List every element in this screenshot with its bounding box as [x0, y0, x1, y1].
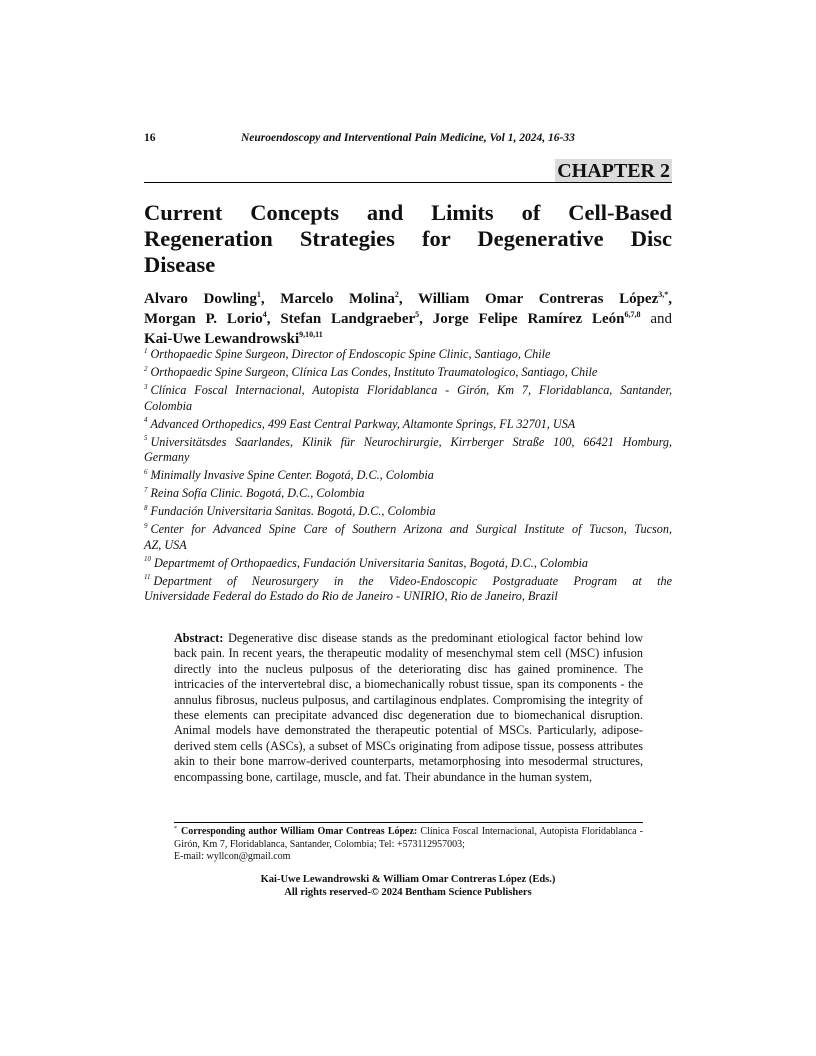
- affiliation-text: Minimally Invasive Spine Center. Bogotá, D.C., Colombia: [150, 468, 434, 482]
- abstract-text: Degenerative disc disease stands as the predominant etiological factor behind low back pain. In recent years, the therapeutic modality of mesenchymal stem cell (MSC) infusion directly into the nucleus pulposus of the deteriorating disc has gained prominence. The intricacies of the intervertebral disc, a biomechanically robust tissue, span its components - the annulus fibrosus, nucleus pulposus, and cartilaginous endplates. Compromising the integrity of these elements can precipitate advanced disc degeneration due to biomechanical disruption. Animal models have demonstrated the therapeutic potential of MSCs. Particularly, adipose-derived stem cells (ASCs), a subset of MSCs originating from adipose tissue, possess attributes akin to their bone marrow-derived counterparts, metamorphosing into mesodermal structures, encompassing bone, cartilage, muscle, and fat. Their abundance in the human system,: [174, 631, 644, 784]
- affiliation-list: [144, 347, 672, 607]
- affiliation-text-continued: Universidade Federal do Estado do Rio de Janeiro - UNIRIO, Rio de Janeiro, Brazil: [144, 589, 558, 603]
- corresponding-author-footnote: [174, 826, 643, 864]
- author-affiliation-ref: 9,10,11: [299, 330, 323, 339]
- affiliation-text-continued: AZ, USA: [144, 537, 187, 552]
- author-line: Morgan P. Lorio$^4$, Stefan Landgraeber$^5$, Jorge Felipe Ramírez León$^{6,7,8}$ and: [144, 310, 673, 327]
- affiliation-text-continued: Colombia: [144, 398, 193, 413]
- affiliation-number: 6: [144, 467, 148, 476]
- affiliation-number: 2: [144, 364, 148, 373]
- affiliation-number: 3: [144, 382, 148, 391]
- affiliation-item: [144, 417, 672, 433]
- author-affiliation-ref: 1: [256, 290, 261, 299]
- page-footer: [144, 874, 672, 899]
- author-affiliation-ref: 6,7,8: [624, 310, 641, 319]
- author-name: Marcelo Molina: [280, 291, 395, 307]
- footer-editors: Kai-Uwe Lewandrowski & William Omar Contreras López (Eds.): [260, 874, 556, 885]
- affiliation-text: Department of Neurosurgery in the Video-Endoscopic Postgraduate Program at the: [153, 573, 672, 588]
- affiliation-item: [144, 556, 672, 572]
- author-line: Alvaro Dowling$^1$, Marcelo Molina$^2$, William Omar Contreras López$^{3,*}$,: [144, 290, 672, 307]
- affiliation-text: Reina Sofía Clinic. Bogotá, D.C., Colombia: [150, 486, 365, 500]
- author-affiliation-ref: 3,*: [658, 290, 669, 299]
- journal-citation: Neuroendoscopy and Interventional Pain Medicine, Vol 1, 2024, 16-33: [241, 132, 575, 144]
- affiliation-text: Departmemt of Orthopaedics, Fundación Universitaria Sanitas, Bogotá, D.C., Colombia: [154, 555, 588, 570]
- footnote-email: E-mail: wyllcon@gmail.com: [174, 851, 291, 862]
- affiliation-number: 7: [144, 485, 148, 494]
- affiliation-item: [144, 574, 672, 605]
- footnote-label: Corresponding author William Omar Contreas López:: [181, 826, 418, 837]
- author-affiliation-ref: 2: [394, 290, 399, 299]
- author-line: [144, 329, 672, 349]
- author-affiliation-ref: 4: [262, 310, 267, 319]
- affiliation-number: 5: [144, 434, 148, 443]
- author-name: Stefan Landgraeber: [280, 311, 416, 327]
- affiliation-number: 4: [144, 416, 148, 425]
- chapter-divider: [144, 182, 672, 183]
- affiliation-number: 1: [144, 346, 148, 355]
- affiliation-item: [144, 486, 672, 502]
- affiliation-text: Advanced Orthopedics, 499 East Central Parkway, Altamonte Springs, FL 32701, USA: [150, 416, 576, 431]
- authors-connector: and: [650, 311, 673, 327]
- affiliation-text: Orthopaedic Spine Surgeon, Director of Endoscopic Spine Clinic, Santiago, Chile: [150, 347, 551, 361]
- affiliation-item: [144, 504, 672, 520]
- page-number: 16: [144, 132, 156, 144]
- affiliation-text: Universitätsdes Saarlandes, Klinik für Neurochirurgie, Kirrberger Straße 100, 66421 Homburg,: [150, 434, 672, 449]
- affiliation-number: 10: [144, 555, 151, 564]
- footer-rights: All rights reserved-© 2024 Bentham Science Publishers: [284, 886, 532, 898]
- footnote-marker: *: [174, 825, 177, 832]
- affiliation-item: [144, 468, 672, 484]
- author-affiliation-ref: 5: [415, 310, 420, 319]
- chapter-label: CHAPTER 2: [557, 160, 670, 182]
- title-line: Regeneration Strategies for Degenerative Disc: [144, 226, 672, 251]
- abstract: [174, 631, 643, 785]
- affiliation-item: [144, 365, 672, 381]
- author-name: Alvaro Dowling: [144, 291, 257, 307]
- author-name: Jorge Felipe Ramírez León: [432, 311, 625, 327]
- affiliation-text-continued: Germany: [144, 450, 190, 464]
- author-name: William Omar Contreras López: [417, 291, 659, 307]
- affiliation-text: Fundación Universitaria Sanitas. Bogotá, D.C., Colombia: [150, 504, 436, 518]
- affiliation-number: 11: [144, 573, 151, 582]
- title-line: Disease: [144, 252, 216, 277]
- footnote-divider: [174, 822, 643, 823]
- author-name: Morgan P. Lorio: [144, 311, 263, 327]
- chapter-title: [144, 200, 672, 278]
- affiliation-item: [144, 435, 672, 466]
- affiliation-number: 8: [144, 503, 148, 512]
- author-list: [144, 289, 672, 349]
- affiliation-text: Clínica Foscal Internacional, Autopista Floridablanca - Girón, Km 7, Floridablanca, Santander,: [150, 383, 672, 397]
- affiliation-item: [144, 383, 672, 414]
- author-name: Kai-Uwe Lewandrowski: [144, 331, 300, 347]
- affiliation-number: 9: [144, 521, 148, 530]
- abstract-label: Abstract:: [174, 631, 224, 645]
- affiliation-text: Orthopaedic Spine Surgeon, Clínica Las Condes, Instituto Traumatologico, Santiago, Chile: [150, 365, 598, 379]
- running-header: [144, 132, 672, 148]
- affiliation-item: [144, 347, 672, 363]
- affiliation-text: Center for Advanced Spine Care of Southern Arizona and Surgical Institute of Tucson, Tucson,: [150, 522, 672, 536]
- footnote-text: Clínica Foscal Internacional, Autopista Floridablanca - Girón, Km 7, Floridablanca, Santander, Colombia; Tel: +573112957003;: [174, 826, 644, 850]
- affiliation-item: [144, 522, 672, 553]
- title-line: Current Concepts and Limits of Cell-Based: [144, 200, 672, 225]
